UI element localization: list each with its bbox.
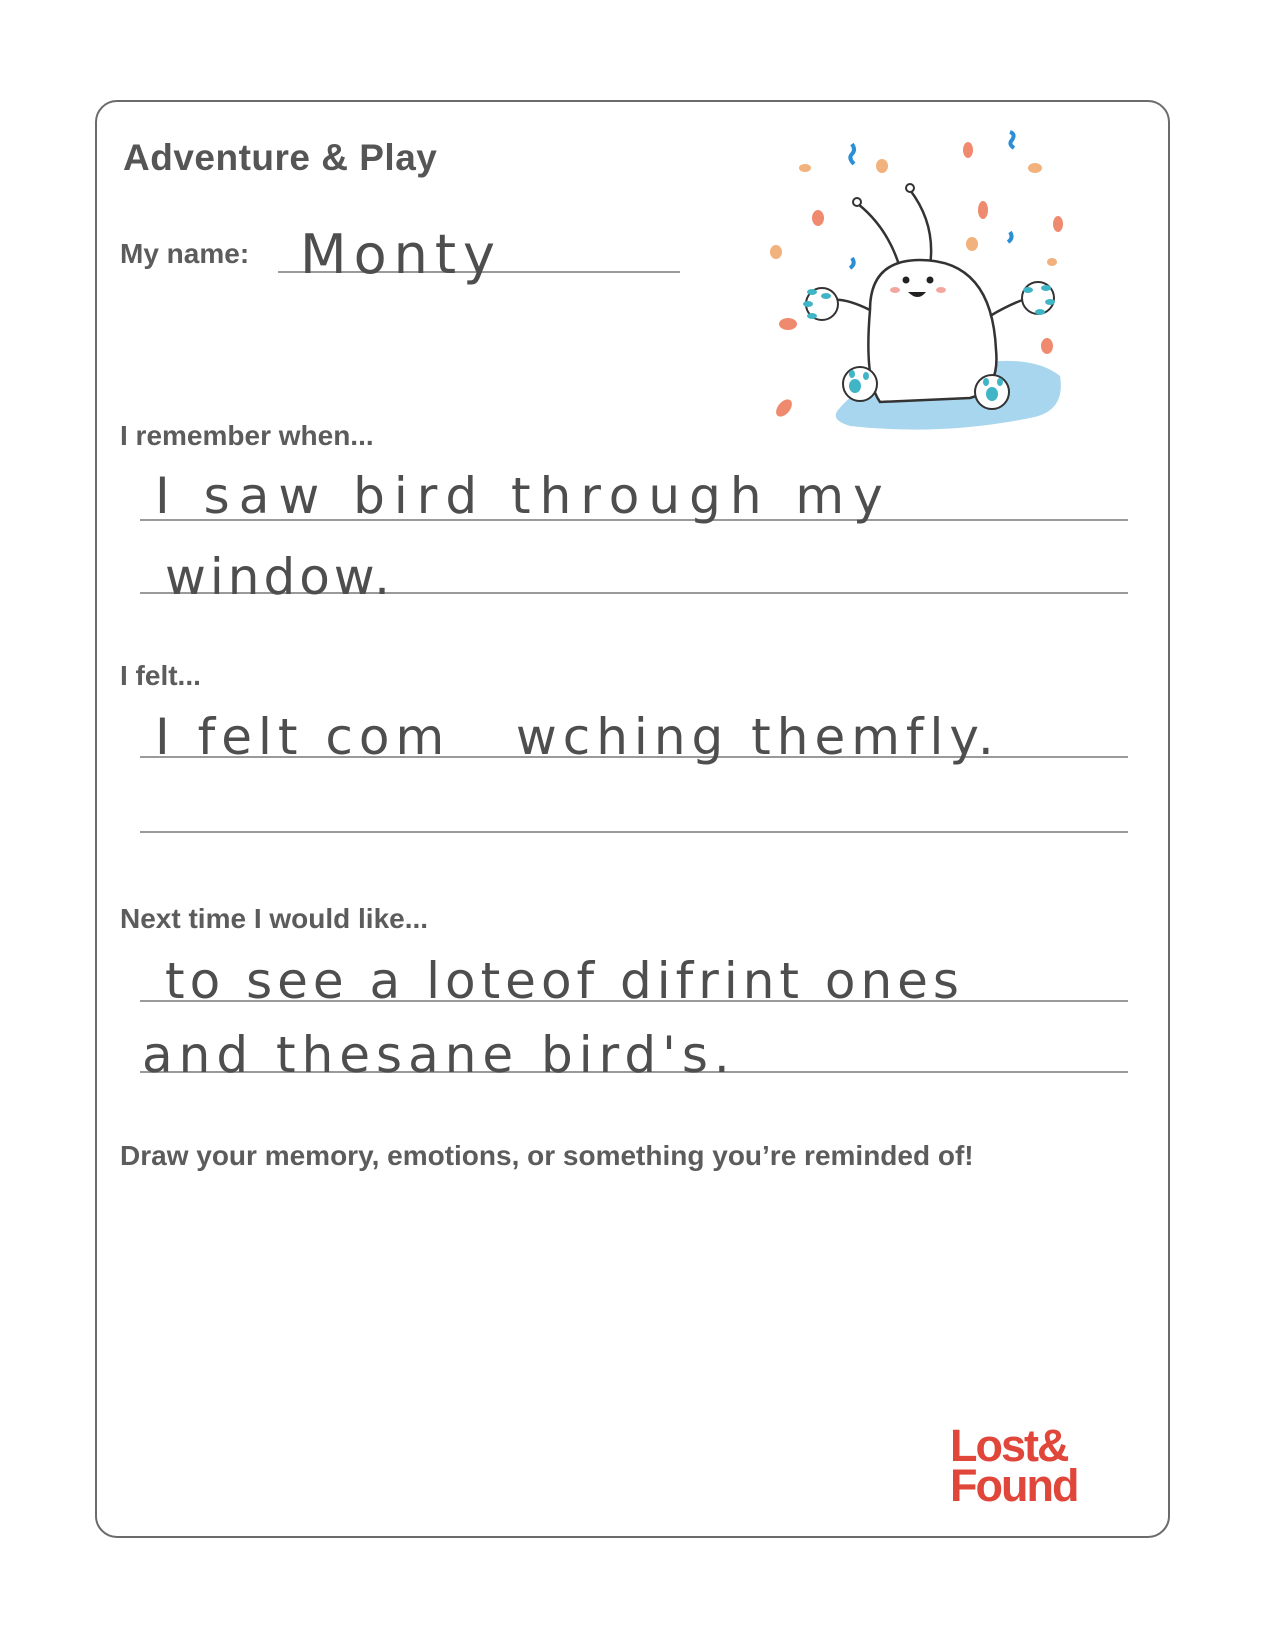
page-title: Adventure & Play — [123, 137, 438, 178]
draw-prompt-label: Draw your memory, emotions, or something you’re reminded of! — [120, 1140, 974, 1171]
next-time-line-2[interactable]: and thesane bird's. — [142, 1026, 736, 1084]
felt-label: I felt... — [120, 660, 201, 691]
name-label: My name: — [120, 238, 250, 269]
remember-label: I remember when... — [120, 420, 374, 451]
drawing-area[interactable] — [110, 1190, 1150, 1400]
next-time-line-1[interactable]: to see a loteof difrint ones — [165, 952, 964, 1010]
brand-logo-line-2: Found — [950, 1460, 1078, 1511]
felt-line-1[interactable]: I felt com wching themfly. — [155, 708, 1000, 766]
celebrating-bug-mascot-icon — [760, 120, 1130, 460]
remember-line-1[interactable]: I saw bird through my — [155, 467, 892, 525]
brand-logo-line-1: Lost& — [950, 1420, 1068, 1471]
next-time-label: Next time I would like... — [120, 903, 429, 934]
felt-rule-2 — [140, 831, 1128, 833]
brand-logo — [950, 1420, 1078, 1511]
name-value[interactable]: Monty — [300, 223, 502, 286]
remember-line-2[interactable]: window. — [165, 548, 395, 606]
